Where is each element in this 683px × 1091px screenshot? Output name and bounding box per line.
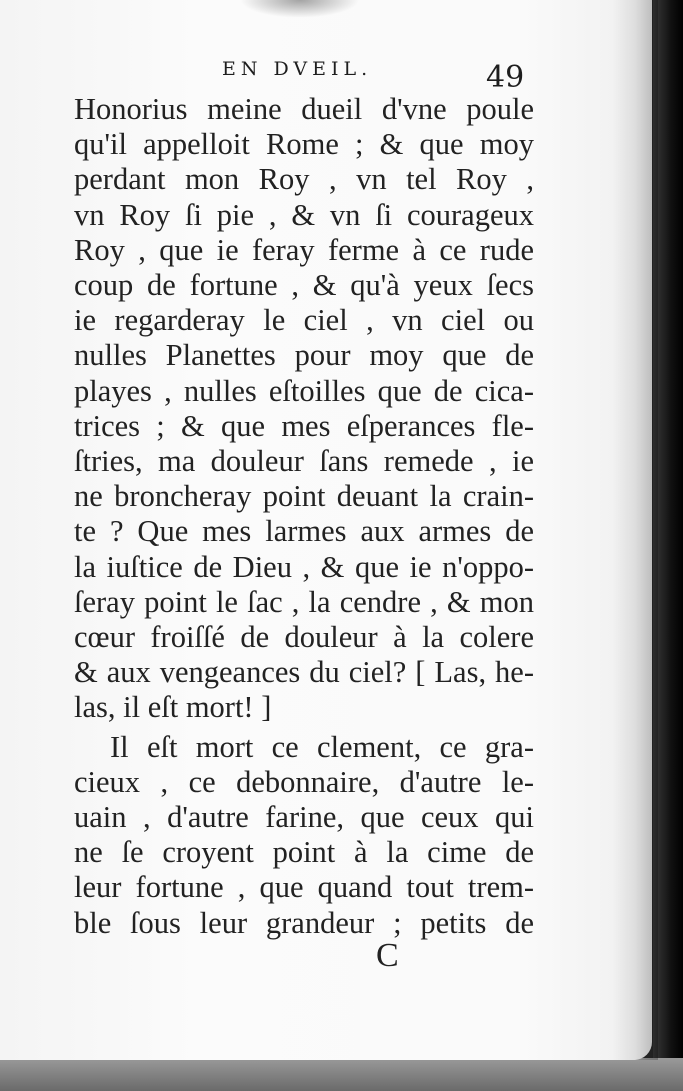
text-line: coup de fortune , & qu'à yeux ſecs xyxy=(74,268,534,303)
text-line: perdant mon Roy , vn tel Roy , xyxy=(74,162,534,197)
running-head: EN DVEIL. xyxy=(222,58,373,80)
text-line: ſeray point le ſac , la cendre , & mon xyxy=(74,584,534,619)
text-line: playes , nulles eſtoilles que de cica- xyxy=(74,373,534,408)
page-right-edge xyxy=(612,0,658,1060)
text-line: te ? Que mes larmes aux armes de xyxy=(74,514,534,549)
paragraph xyxy=(74,92,534,726)
text-line: nulles Planettes pour moy que de xyxy=(74,338,534,373)
text-line: ſtries, ma douleur ſans remede , ie xyxy=(74,444,534,479)
text-line: ie regarderay le ciel , vn ciel ou xyxy=(74,303,534,338)
text-line: ble ſous leur grandeur ; petits de xyxy=(74,905,534,940)
text-line: Honorius meine dueil d'vne poule xyxy=(74,92,534,126)
text-line: leur fortune , que quand tout trem- xyxy=(74,870,534,905)
page-number: 49 xyxy=(486,60,525,95)
text-line: las, il eſt mort! ] xyxy=(74,690,272,725)
text-line: ne ſe croyent point à la cime de xyxy=(74,835,534,870)
text-line: vn Roy ſi pie , & vn ſi courageux xyxy=(74,197,534,232)
text-line: ne broncheray point deuant la crain- xyxy=(74,479,534,514)
text-line: qu'il appelloit Rome ; & que moy xyxy=(74,127,534,162)
text-line: cœur froiſſé de douleur à la colere xyxy=(74,620,534,655)
text-line: trices ; & que mes eſperances fle- xyxy=(74,408,534,443)
body-text xyxy=(74,92,534,941)
text-line: & aux vengeances du ciel? [ Las, he- xyxy=(74,655,534,690)
text-line: cieux , ce debonnaire, d'autre le- xyxy=(74,764,534,799)
text-line: la iuſtice de Dieu , & que ie n'oppo- xyxy=(74,549,534,584)
text-line: uain , d'autre farine, que ceux qui xyxy=(74,800,534,835)
page-bottom-edge xyxy=(0,1058,683,1091)
signature-mark: C xyxy=(376,937,399,974)
text-line: Il eſt mort ce clement, ce gra- xyxy=(110,729,534,764)
paragraph xyxy=(74,730,534,941)
text-line: Roy , que ie feray ferme à ce rude xyxy=(74,232,534,267)
top-fold-shadow xyxy=(240,0,360,18)
